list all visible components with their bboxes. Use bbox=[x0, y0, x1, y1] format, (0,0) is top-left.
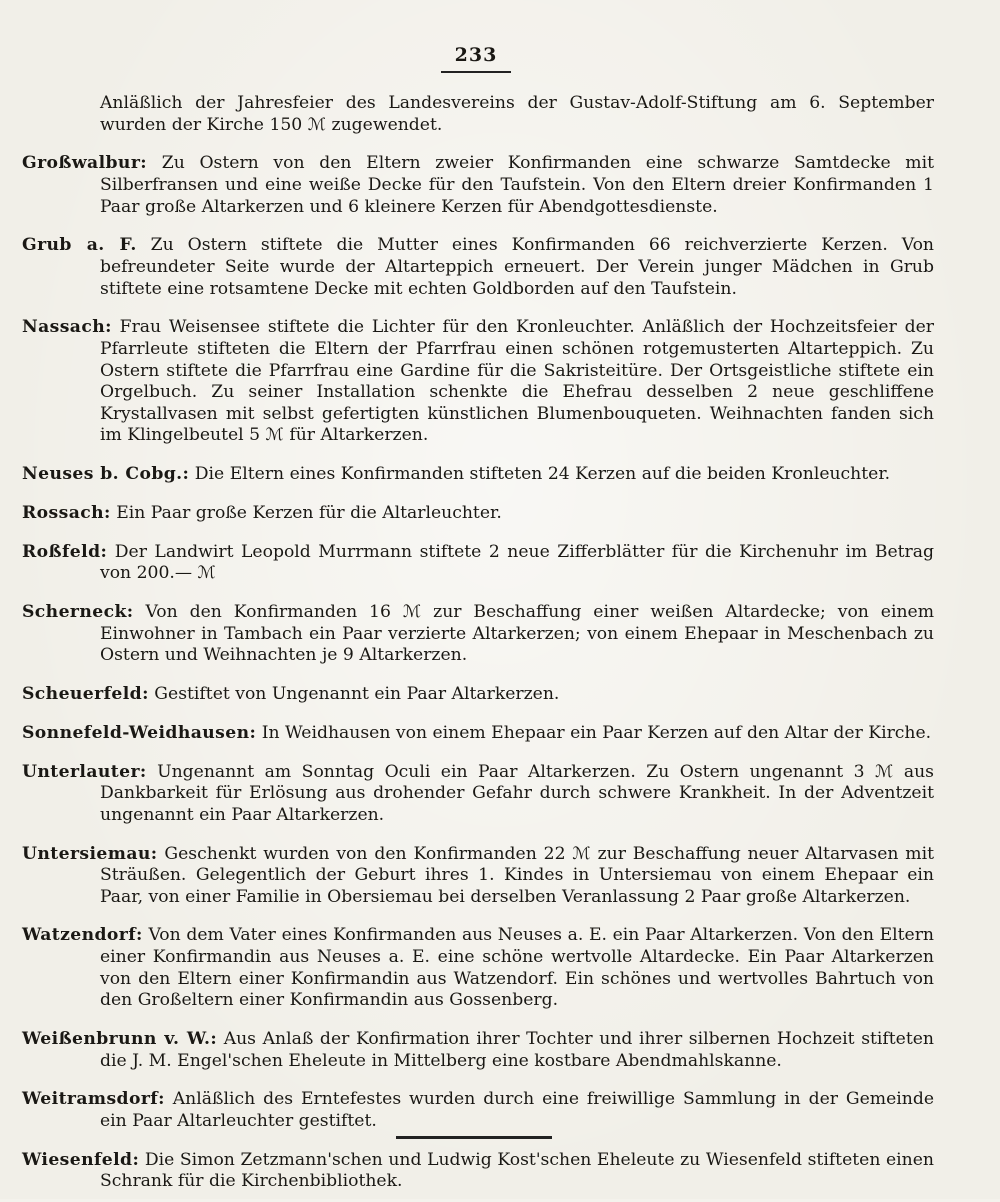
entry-text: Frau Weisensee stiftete die Lichter für den Kronleuchter. Anläßlich der Hochzeitsfeier der Pfarrleute stifteten die Eltern der Pfarrfrau einen schönen rotgemusterten Altarteppich. Zu Ostern stiftete die Pfarrfrau eine Gardine für die Sakristeitüre. Der Ortsgeistliche stiftete ein Orgelbuch. Zu seiner Installation schenkte die Ehefrau desselben 2 neue geschliffene Krystallvasen mit selbst gefertigten künstlichen Blumenbouqueten. Weihnachten fanden sich im Klingelbeutel 5 ℳ für Altarkerzen. bbox=[100, 317, 934, 446]
entry-untersiemau bbox=[22, 844, 934, 909]
entry-grub bbox=[22, 235, 934, 300]
entry-place: Unterlauter: bbox=[22, 761, 147, 782]
entry-place: Grub a. F. bbox=[22, 235, 137, 256]
entry-weitramsdorf bbox=[22, 1089, 934, 1132]
entry-place: Neuses b. Cobg.: bbox=[22, 464, 190, 485]
entry-watzendorf bbox=[22, 925, 934, 1011]
entry-wiesenfeld bbox=[22, 1150, 934, 1193]
entry-rossfeld bbox=[22, 542, 934, 585]
entry-text: Gestiftet von Ungenannt ein Paar Altarkerzen. bbox=[154, 683, 560, 704]
entry-place: Untersiemau: bbox=[22, 843, 158, 864]
entry-text: Zu Ostern stiftete die Mutter eines Konfirmanden 66 reichverzierte Kerzen. Von befreundeter Seite wurde der Altarteppich erneuert. Der Verein junger Mädchen in Grub stiftete eine rotsamtene Decke mit echten Goldborden auf den Taufstein. bbox=[100, 235, 934, 299]
entry-place: Sonnefeld-Weidhausen: bbox=[22, 722, 257, 743]
entry-text: Anläßlich des Erntefestes wurden durch eine freiwillige Sammlung in der Gemeinde ein Paar Altarleuchter gestiftet. bbox=[100, 1089, 935, 1131]
entry-text: Zu Ostern von den Eltern zweier Konfirmanden eine schwarze Samtdecke mit Silberfransen und eine weiße Decke für den Taufstein. Von den Eltern dreier Konfirmanden 1 Paar große Altarkerzen und 6 kleinere Kerzen für Abendgottesdienste. bbox=[100, 153, 935, 217]
entry-place: Rossach: bbox=[22, 502, 111, 523]
entry-text: In Weidhausen von einem Ehepaar ein Paar Kerzen auf den Altar der Kirche. bbox=[261, 722, 932, 743]
entry-nassach bbox=[22, 317, 934, 447]
header-rule bbox=[441, 71, 511, 73]
entry-unterlauter bbox=[22, 762, 934, 827]
entry-place: Scheuerfeld: bbox=[22, 683, 149, 704]
entry-weissenbrunn bbox=[22, 1029, 934, 1072]
entry-text: Der Landwirt Leopold Murrmann stiftete 2 neue Zifferblätter für die Kirchenuhr im Betrag von 200.— ℳ bbox=[100, 541, 934, 584]
entry-text: Die Eltern eines Konfirmanden stifteten 24 Kerzen auf die beiden Kronleuchter. bbox=[194, 464, 891, 485]
entry-place: Wiesenfeld: bbox=[22, 1149, 140, 1170]
entry-place: Roßfeld: bbox=[22, 541, 108, 562]
entry-place: Scherneck: bbox=[22, 602, 134, 622]
donation-list bbox=[22, 93, 934, 1202]
entry-text: Ungenannt am Sonntag Oculi ein Paar Altarkerzen. Zu Ostern ungenannt 3 ℳ aus Dankbarkeit für Erlösung aus drohender Gefahr durch schwere Krankheit. In der Adventzeit ungenannt ein Paar Altarkerzen. bbox=[100, 761, 934, 825]
entry-scheuerfeld bbox=[22, 684, 934, 706]
entry-text: Aus Anlaß der Konfirmation ihrer Tochter und ihrer silbernen Hochzeit stifteten die J. M. Engel'schen Eheleute in Mittelberg eine kostbare Abendmahlskanne. bbox=[100, 1029, 935, 1071]
entry-text: Von den Konfirmanden 16 ℳ zur Beschaffung einer weißen Altardecke; von einem Einwohner in Tambach ein Paar verzierte Altarkerzen; von einem Ehepaar in Meschenbach zu Ostern und Weihnachten je 9 Altarkerzen. bbox=[100, 602, 935, 666]
entry-place: Weißenbrunn v. W.: bbox=[22, 1029, 218, 1050]
intro-paragraph bbox=[22, 93, 934, 136]
entry-neuses bbox=[22, 464, 934, 486]
entry-place: Watzendorf: bbox=[22, 925, 143, 946]
entry-place: Weitramsdorf: bbox=[22, 1089, 165, 1110]
entry-text: Die Simon Zetzmann'schen und Ludwig Kost'schen Eheleute zu Wiesenfeld stifteten einen Schrank für die Kirchenbibliothek. bbox=[100, 1149, 934, 1192]
entry-grosswalbur bbox=[22, 153, 934, 218]
page-number: 233 bbox=[454, 44, 498, 66]
entry-place: Großwalbur: bbox=[22, 153, 148, 174]
intro-text: Anläßlich der Jahresfeier des Landesvereins der Gustav-Adolf-Stiftung am 6. September wurden der Kirche 150 ℳ zugewendet. bbox=[100, 93, 934, 135]
entry-sonnefeld-weidhausen bbox=[22, 723, 934, 745]
entry-scherneck bbox=[22, 602, 934, 667]
footer-rule bbox=[396, 1136, 552, 1139]
entry-rossach bbox=[22, 503, 934, 525]
entry-text: Von dem Vater eines Konfirmanden aus Neuses a. E. ein Paar Altarkerzen. Von den Eltern einer Konfirmandin aus Neuses a. E. eine schöne wertvolle Altardecke. Ein Paar Altarkerzen von den Eltern einer Konfirmandin aus Watzendorf. Ein schönes und wertvolles Bahrtuch von den Großeltern einer Konfirmandin aus Gossenberg. bbox=[100, 925, 934, 1011]
entry-text: Ein Paar große Kerzen für die Altarleuchter. bbox=[116, 502, 502, 523]
entry-text: Geschenkt wurden von den Konfirmanden 22 ℳ zur Beschaffung neuer Altarvasen mit Sträußen. Gelegentlich der Geburt ihres 1. Kindes in Untersiemau von einem Ehepaar ein Paar, von einer Familie in Obersiemau bei derselben Veranlassung 2 Paar große Altarkerzen. bbox=[100, 843, 935, 907]
entry-place: Nassach: bbox=[22, 317, 112, 338]
